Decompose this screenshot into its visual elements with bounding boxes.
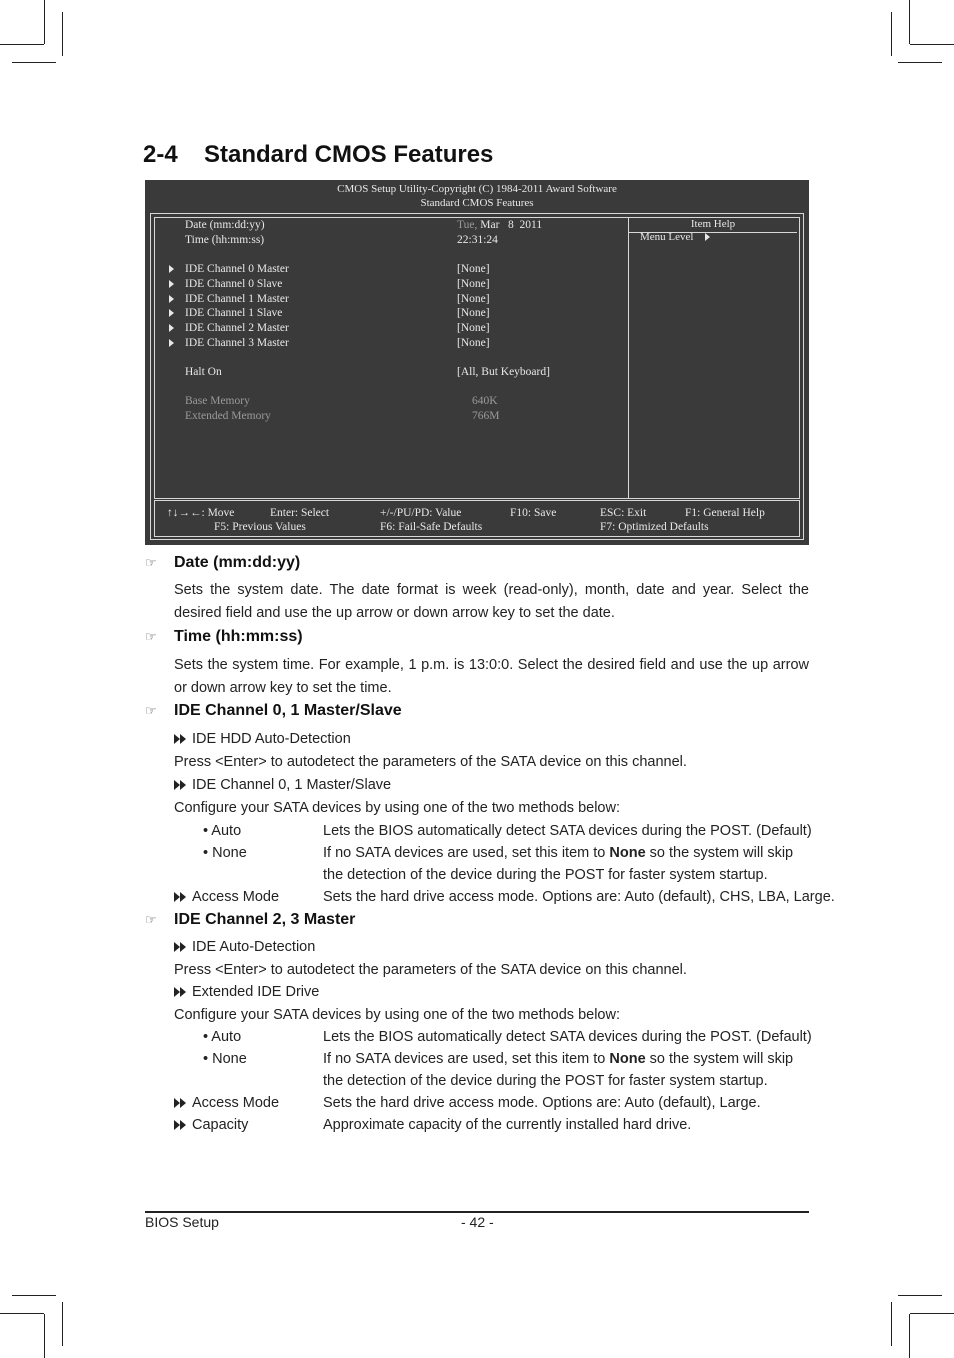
key-value: +/-/PU/PD: Value <box>380 507 462 519</box>
bios-item-ide1-slave[interactable]: IDE Channel 1 Slave <box>185 307 283 319</box>
bios-value-halt-on[interactable]: [All, But Keyboard] <box>457 366 550 378</box>
footer-section: BIOS Setup <box>145 1214 219 1230</box>
ide23-sub1-text: Press <Enter> to autodetect the parameters of the SATA device on this channel. <box>174 962 687 978</box>
crop-mark <box>44 0 45 44</box>
ide23-sub2 <box>174 981 319 1004</box>
key-move: ↑↓→←: Move <box>167 507 235 519</box>
item-help-title: Item Help <box>690 218 736 230</box>
ide23-sub2-text: Configure your SATA devices by using one of the two methods below: <box>174 1007 620 1023</box>
key-save: F10: Save <box>510 507 557 519</box>
crop-mark <box>62 1302 63 1346</box>
bios-item-ide2-master[interactable]: IDE Channel 2 Master <box>185 322 289 334</box>
crop-mark <box>910 44 954 45</box>
section-number: 2-4 <box>143 141 178 168</box>
ide01-sub1 <box>174 728 351 751</box>
date-description: Sets the system date. The date format is week (read-only), month, date and year. Select the desired field and use the up arrow or down arrow key to set the date. <box>174 582 809 621</box>
bios-value-extended-memory: 766M <box>472 410 500 422</box>
ide23-auto-text: Lets the BIOS automatically detect SATA devices during the POST. (Default) <box>323 1029 812 1045</box>
heading-ide01 <box>145 702 402 720</box>
ide01-auto-text: Lets the BIOS automatically detect SATA devices during the POST. (Default) <box>323 823 812 839</box>
key-exit: ESC: Exit <box>600 507 647 519</box>
submenu-arrow-icon <box>169 295 174 303</box>
ide23-sub1-label: IDE Auto-Detection <box>192 939 316 955</box>
crop-mark <box>62 12 63 56</box>
crop-mark <box>909 1314 910 1358</box>
pointing-hand-icon: ☞ <box>145 555 157 570</box>
heading-date <box>145 554 300 572</box>
bios-value-base-memory: 640K <box>472 395 498 407</box>
time-description: Sets the system time. For example, 1 p.m. is 13:0:0. Select the desired field and use the up arrow or down arrow key to set the time. <box>174 657 809 696</box>
submenu-arrow-icon <box>169 339 174 347</box>
bios-weekday: Tue, <box>457 219 478 231</box>
ide01-none-bold: None <box>609 845 646 861</box>
bios-item-ide0-master[interactable]: IDE Channel 0 Master <box>185 263 289 275</box>
crop-mark <box>0 1313 44 1314</box>
key-previous: F5: Previous Values <box>214 521 306 533</box>
pointing-hand-icon: ☞ <box>145 703 157 718</box>
crop-mark <box>44 1314 45 1358</box>
ide01-access-text: Sets the hard drive access mode. Options are: Auto (default), CHS, LBA, Large. <box>323 889 835 905</box>
menu-level-text <box>640 231 710 243</box>
ide23-capacity-label-text: Capacity <box>192 1117 249 1133</box>
bios-item-ide0-slave[interactable]: IDE Channel 0 Slave <box>185 278 283 290</box>
crop-mark <box>12 62 56 63</box>
key-failsafe: F6: Fail-Safe Defaults <box>380 521 483 533</box>
ide01-none-text <box>323 842 793 865</box>
crop-mark <box>12 1295 56 1296</box>
section-title: Standard CMOS Features <box>204 141 494 168</box>
menu-level-arrow-icon <box>705 233 710 241</box>
ide23-capacity-label <box>174 1114 248 1137</box>
bios-date: Mar 8 2011 <box>480 219 543 231</box>
ide23-access-label-text: Access Mode <box>192 1095 280 1111</box>
page-title <box>143 141 493 169</box>
bios-value-ide0-slave[interactable]: [None] <box>457 278 490 290</box>
ide01-sub2-label: IDE Channel 0, 1 Master/Slave <box>192 777 392 793</box>
double-arrow-icon <box>174 987 188 997</box>
bios-screen <box>145 180 809 545</box>
bios-item-ide3-master[interactable]: IDE Channel 3 Master <box>185 337 289 349</box>
key-optimized: F7: Optimized Defaults <box>600 521 709 533</box>
bios-value-time[interactable]: 22:31:24 <box>457 234 498 246</box>
crop-mark <box>898 62 942 63</box>
bios-value-ide3-master[interactable]: [None] <box>457 337 490 349</box>
bios-screen-title: Standard CMOS Features <box>420 197 534 209</box>
submenu-arrow-icon <box>169 324 174 332</box>
bios-item-ide1-master[interactable]: IDE Channel 1 Master <box>185 293 289 305</box>
ide01-none-text-a: If no SATA devices are used, set this item to <box>323 845 606 861</box>
ide23-access-label <box>174 1092 279 1115</box>
ide23-none-text <box>323 1048 793 1071</box>
pointing-hand-icon: ☞ <box>145 912 157 927</box>
ide01-access-label <box>174 886 279 909</box>
ide23-none-text-b: so the system will skip <box>649 1051 794 1067</box>
submenu-arrow-icon <box>169 265 174 273</box>
page-number: - 42 - <box>461 1214 494 1230</box>
bios-value-date[interactable] <box>457 218 542 232</box>
ide23-sub2-label: Extended IDE Drive <box>192 984 320 1000</box>
heading-ide23 <box>145 911 355 929</box>
item-help-panel <box>628 217 629 499</box>
bios-header <box>145 182 809 210</box>
heading-ide23-text: IDE Channel 2, 3 Master <box>174 911 356 928</box>
ide01-sub1-label: IDE HDD Auto-Detection <box>192 731 351 747</box>
crop-mark <box>898 1295 942 1296</box>
key-help: F1: General Help <box>685 507 765 519</box>
crop-mark <box>909 0 910 44</box>
ide01-none-label: • None <box>203 845 247 861</box>
ide01-auto-label: • Auto <box>203 823 242 839</box>
crop-mark <box>0 44 44 45</box>
bios-item-extended-memory: Extended Memory <box>185 410 271 422</box>
double-arrow-icon <box>174 942 188 952</box>
ide23-access-text: Sets the hard drive access mode. Options are: Auto (default), Large. <box>323 1095 761 1111</box>
ide23-none-text-c: the detection of the device during the POST for faster system startup. <box>323 1073 768 1089</box>
ide23-none-text-a: If no SATA devices are used, set this item to <box>323 1051 606 1067</box>
ide01-sub2 <box>174 774 391 797</box>
crop-mark <box>891 1302 892 1346</box>
ide01-none-text-c: the detection of the device during the POST for faster system startup. <box>323 867 768 883</box>
ide01-sub2-text: Configure your SATA devices by using one of the two methods below: <box>174 800 620 816</box>
heading-time-text: Time (hh:mm:ss) <box>174 628 303 645</box>
ide01-access-label-text: Access Mode <box>192 889 280 905</box>
double-arrow-icon <box>174 780 188 790</box>
heading-date-text: Date (mm:dd:yy) <box>174 554 301 571</box>
ide23-sub1 <box>174 936 315 959</box>
double-arrow-icon <box>174 892 188 902</box>
bios-item-base-memory: Base Memory <box>185 395 250 407</box>
heading-ide01-text: IDE Channel 0, 1 Master/Slave <box>174 702 402 719</box>
ide23-none-label: • None <box>203 1051 247 1067</box>
crop-mark <box>910 1313 954 1314</box>
pointing-hand-icon: ☞ <box>145 629 157 644</box>
double-arrow-icon <box>174 1120 188 1130</box>
heading-time <box>145 628 303 646</box>
submenu-arrow-icon <box>169 280 174 288</box>
ide01-none-text-b: so the system will skip <box>649 845 794 861</box>
key-enter: Enter: Select <box>270 507 330 519</box>
ide23-capacity-text: Approximate capacity of the currently installed hard drive. <box>323 1117 692 1133</box>
bios-value-ide1-slave[interactable]: [None] <box>457 307 490 319</box>
double-arrow-icon <box>174 1098 188 1108</box>
double-arrow-icon <box>174 734 188 744</box>
bios-value-ide1-master[interactable]: [None] <box>457 293 490 305</box>
ide23-none-bold: None <box>609 1051 646 1067</box>
ide01-sub1-text: Press <Enter> to autodetect the parameters of the SATA device on this channel. <box>174 754 687 770</box>
crop-mark <box>891 12 892 56</box>
menu-level-label: Menu Level <box>640 231 694 243</box>
bios-copyright: CMOS Setup Utility-Copyright (C) 1984-2011 Award Software <box>337 183 617 195</box>
submenu-arrow-icon <box>169 309 174 317</box>
bios-item-date[interactable]: Date (mm:dd:yy) <box>185 219 265 231</box>
bios-item-halt-on[interactable]: Halt On <box>185 366 222 378</box>
bios-item-time[interactable]: Time (hh:mm:ss) <box>185 234 265 246</box>
bios-inner-frame <box>154 217 800 499</box>
bios-value-ide2-master[interactable]: [None] <box>457 322 490 334</box>
bios-value-ide0-master[interactable]: [None] <box>457 263 490 275</box>
ide23-auto-label: • Auto <box>203 1029 242 1045</box>
